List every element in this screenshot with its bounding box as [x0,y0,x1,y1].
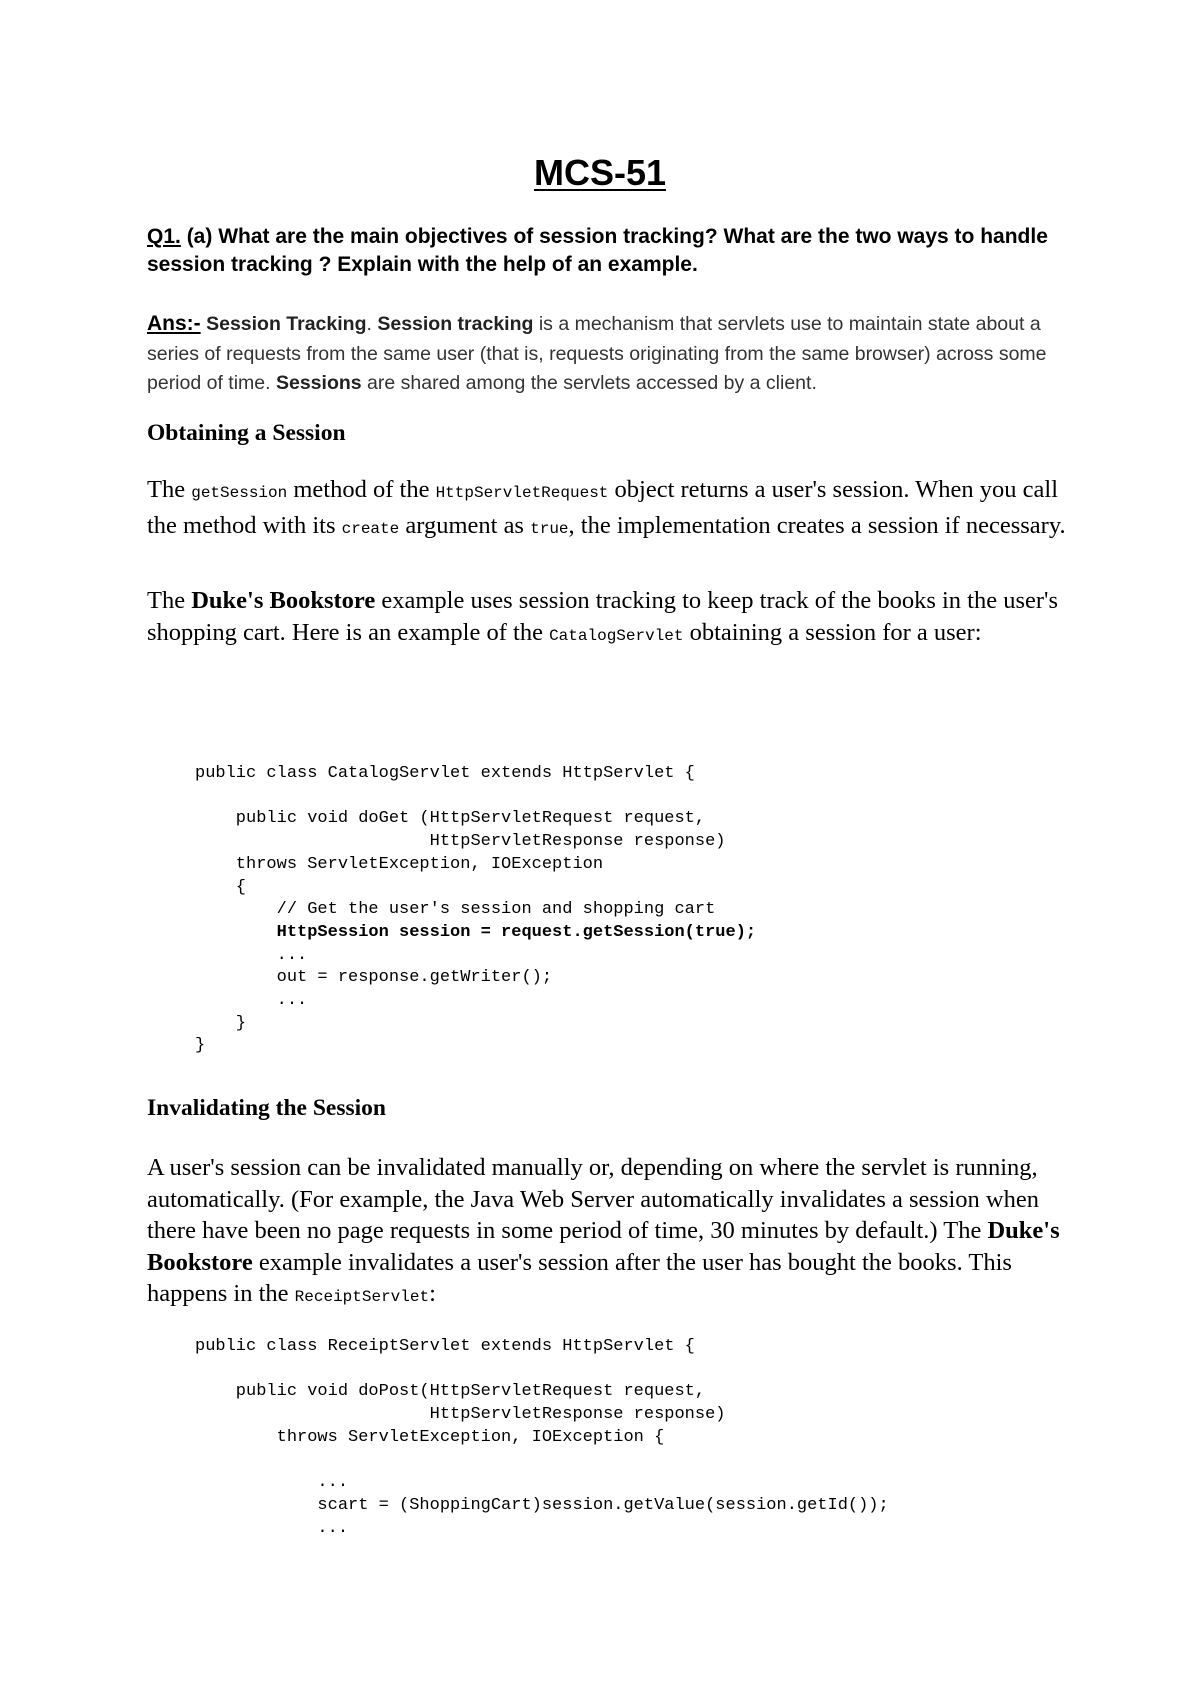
section-heading-invalidating-session: Invalidating the Session [147,1095,386,1121]
answer-term-session-tracking-2: Session tracking [377,313,534,335]
answer-label: Ans:- [147,312,201,335]
question-label: Q1. [147,225,181,248]
answer-term-session-tracking: Session Tracking [206,313,367,335]
answer-term-sessions: Sessions [275,372,362,394]
code-block-receipt-servlet: public class ReceiptServlet extends HttpServlet { public void doPost(HttpServletRequest request, HttpServletResponse response) throws ServletException, IOException { ... scart = (ShoppingCart)session.getValue(session.getId()); ... [195,1337,889,1538]
paragraph-dukes-bookstore: The Duke's Bookstore example uses session tracking to keep track of the books in the user's shopping cart. Here is an example of the CatalogServlet obtaining a session for a user: [147,587,1058,646]
question-block [147,223,1067,279]
question-text: (a) What are the main objectives of session tracking? What are the two ways to handle session tracking ? Explain with the help of an example. [147,225,1048,276]
code-block-catalog-servlet: public class CatalogServlet extends HttpServlet { public void doGet (HttpServletRequest request, HttpServletResponse response) throws ServletException, IOException { // Get the user's session and shopping cart HttpSession session = request.getSession(true); ... out = response.getWriter(); ... } } [195,764,757,1056]
paragraph-invalidating: A user's session can be invalidated manually or, depending on where the servlet is running, automatically. (For example, the Java Web Server automatically invalidates a session when there have been no page requests in some period of time, 30 minutes by default.) The Duke's Bookstore example invalidates a user's session after the user has bought the books. This happens in the ReceiptServlet: [147,1154,1060,1307]
page-title: MCS-51 [533,152,667,193]
answer-block: Ans:- Session Tracking. Session tracking is a mechanism that servlets use to maintain state about a series of requests from the same user (that is, requests originating from the same browser) across some period of time. Sessions are shared among the servlets accessed by a client. [147,312,1047,394]
section-heading-obtaining-session: Obtaining a Session [147,420,346,446]
paragraph-getsession: The getSession method of the HttpServletRequest object returns a user's session. When you call the method with its create argument as true, the implementation creates a session if necessary. [147,476,1066,539]
